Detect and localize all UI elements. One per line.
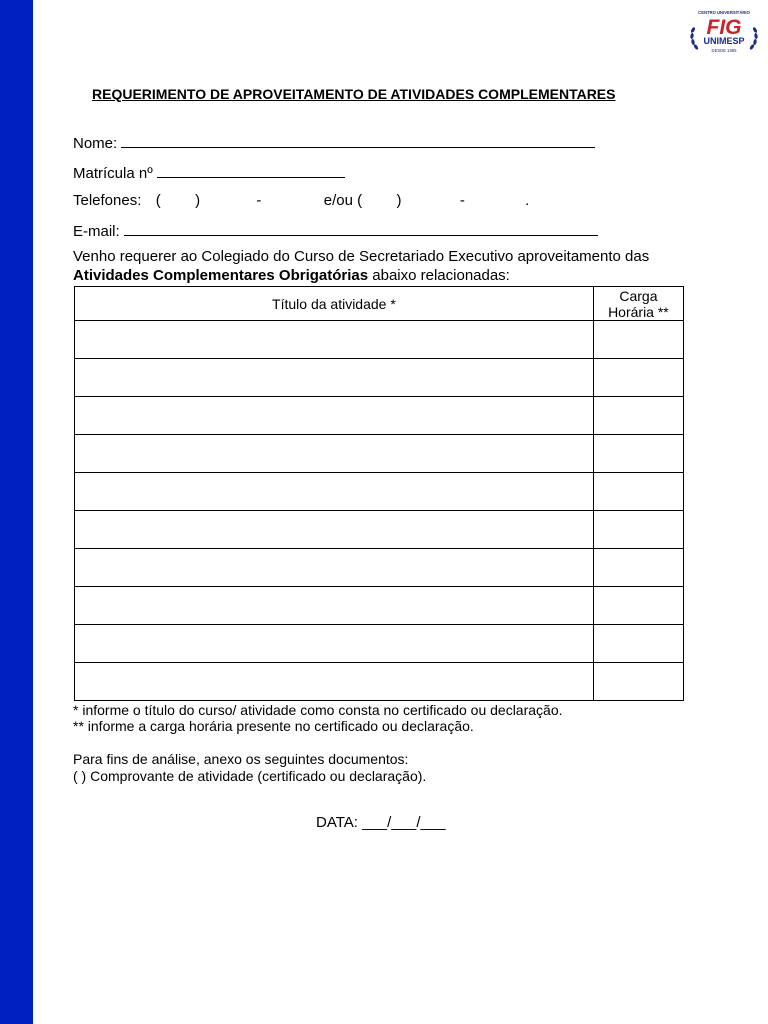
table-row bbox=[75, 663, 684, 701]
laurel-left-icon bbox=[690, 27, 699, 51]
workload-header-line1: Carga bbox=[619, 287, 658, 304]
workload-cell[interactable] bbox=[593, 549, 683, 587]
table-row bbox=[75, 359, 684, 397]
registration-field[interactable] bbox=[157, 163, 345, 178]
workload-cell[interactable] bbox=[593, 397, 683, 435]
activities-table bbox=[74, 286, 684, 701]
table-header-row bbox=[75, 287, 684, 321]
intro-rest: abaixo relacionadas: bbox=[368, 267, 510, 284]
name-field[interactable] bbox=[121, 133, 595, 148]
table-row bbox=[75, 435, 684, 473]
intro-line-1: Venho requerer ao Colegiado do Curso de Secretariado Executivo aproveitamento das bbox=[73, 248, 650, 265]
table-row bbox=[75, 511, 684, 549]
name-label: Nome: bbox=[73, 135, 118, 152]
activity-title-cell[interactable] bbox=[75, 625, 594, 663]
table-row bbox=[75, 321, 684, 359]
laurel-right-icon bbox=[749, 27, 758, 51]
logo-since: DESDE 1965 bbox=[711, 48, 737, 53]
table-row bbox=[75, 587, 684, 625]
phone1-open: ( bbox=[155, 192, 161, 209]
phone-end: . bbox=[525, 192, 530, 209]
workload-cell[interactable] bbox=[593, 321, 683, 359]
activity-title-cell[interactable] bbox=[75, 473, 594, 511]
date-label: DATA: bbox=[316, 814, 358, 831]
phones-row bbox=[73, 192, 529, 209]
phone1-close: ) bbox=[195, 192, 201, 209]
activity-title-cell[interactable] bbox=[75, 359, 594, 397]
phone1-dash: - bbox=[256, 192, 262, 209]
logo-top-text: CENTRO UNIVERSITÁRIO bbox=[698, 10, 750, 15]
intro-line-2 bbox=[73, 267, 510, 284]
phones-label: Telefones: bbox=[73, 192, 142, 209]
registration-row bbox=[73, 163, 345, 182]
intro-bold: Atividades Complementares Obrigatórias bbox=[73, 267, 369, 284]
side-bar bbox=[0, 0, 33, 1024]
email-field[interactable] bbox=[124, 221, 598, 236]
workload-cell[interactable] bbox=[593, 359, 683, 397]
attach-intro: Para fins de análise, anexo os seguintes documentos: bbox=[73, 751, 409, 767]
table-row bbox=[75, 473, 684, 511]
logo-brand: FIG bbox=[706, 16, 742, 39]
activity-title-cell[interactable] bbox=[75, 397, 594, 435]
fig-unimesp-logo bbox=[686, 8, 762, 60]
table-row bbox=[75, 549, 684, 587]
registration-label: Matrícula nº bbox=[73, 165, 153, 182]
activity-title-cell[interactable] bbox=[75, 321, 594, 359]
date-row bbox=[316, 814, 446, 831]
activity-title-cell[interactable] bbox=[75, 435, 594, 473]
phone2-open: e/ou ( bbox=[323, 192, 363, 209]
email-label: E-mail: bbox=[73, 223, 120, 240]
workload-header-line2: Horária ** bbox=[608, 303, 669, 320]
workload-cell[interactable] bbox=[593, 625, 683, 663]
phone2-dash: - bbox=[459, 192, 465, 209]
activity-title-cell[interactable] bbox=[75, 549, 594, 587]
form-title: REQUERIMENTO DE APROVEITAMENTO DE ATIVIDADES COMPLEMENTARES bbox=[92, 86, 616, 102]
workload-cell[interactable] bbox=[593, 473, 683, 511]
workload-cell[interactable] bbox=[593, 663, 683, 701]
email-row bbox=[73, 221, 598, 240]
activity-title-cell[interactable] bbox=[75, 587, 594, 625]
activity-title-cell[interactable] bbox=[75, 511, 594, 549]
activity-title-cell[interactable] bbox=[75, 663, 594, 701]
logo-sub-brand: UNIMESP bbox=[703, 36, 745, 46]
workload-cell[interactable] bbox=[593, 435, 683, 473]
note-title: * informe o título do curso/ atividade como consta no certificado ou declaração. bbox=[73, 702, 563, 718]
table-row bbox=[75, 625, 684, 663]
activity-title-header: Título da atividade * bbox=[75, 287, 594, 321]
workload-cell[interactable] bbox=[593, 587, 683, 625]
workload-header bbox=[593, 287, 683, 321]
table-row bbox=[75, 397, 684, 435]
phone2-close: ) bbox=[396, 192, 402, 209]
note-workload: ** informe a carga horária presente no certificado ou declaração. bbox=[73, 718, 474, 734]
workload-cell[interactable] bbox=[593, 511, 683, 549]
attach-item: ( ) Comprovante de atividade (certificado ou declaração). bbox=[73, 768, 427, 784]
date-field[interactable]: ___/___/___ bbox=[362, 814, 446, 831]
name-row bbox=[73, 133, 595, 152]
